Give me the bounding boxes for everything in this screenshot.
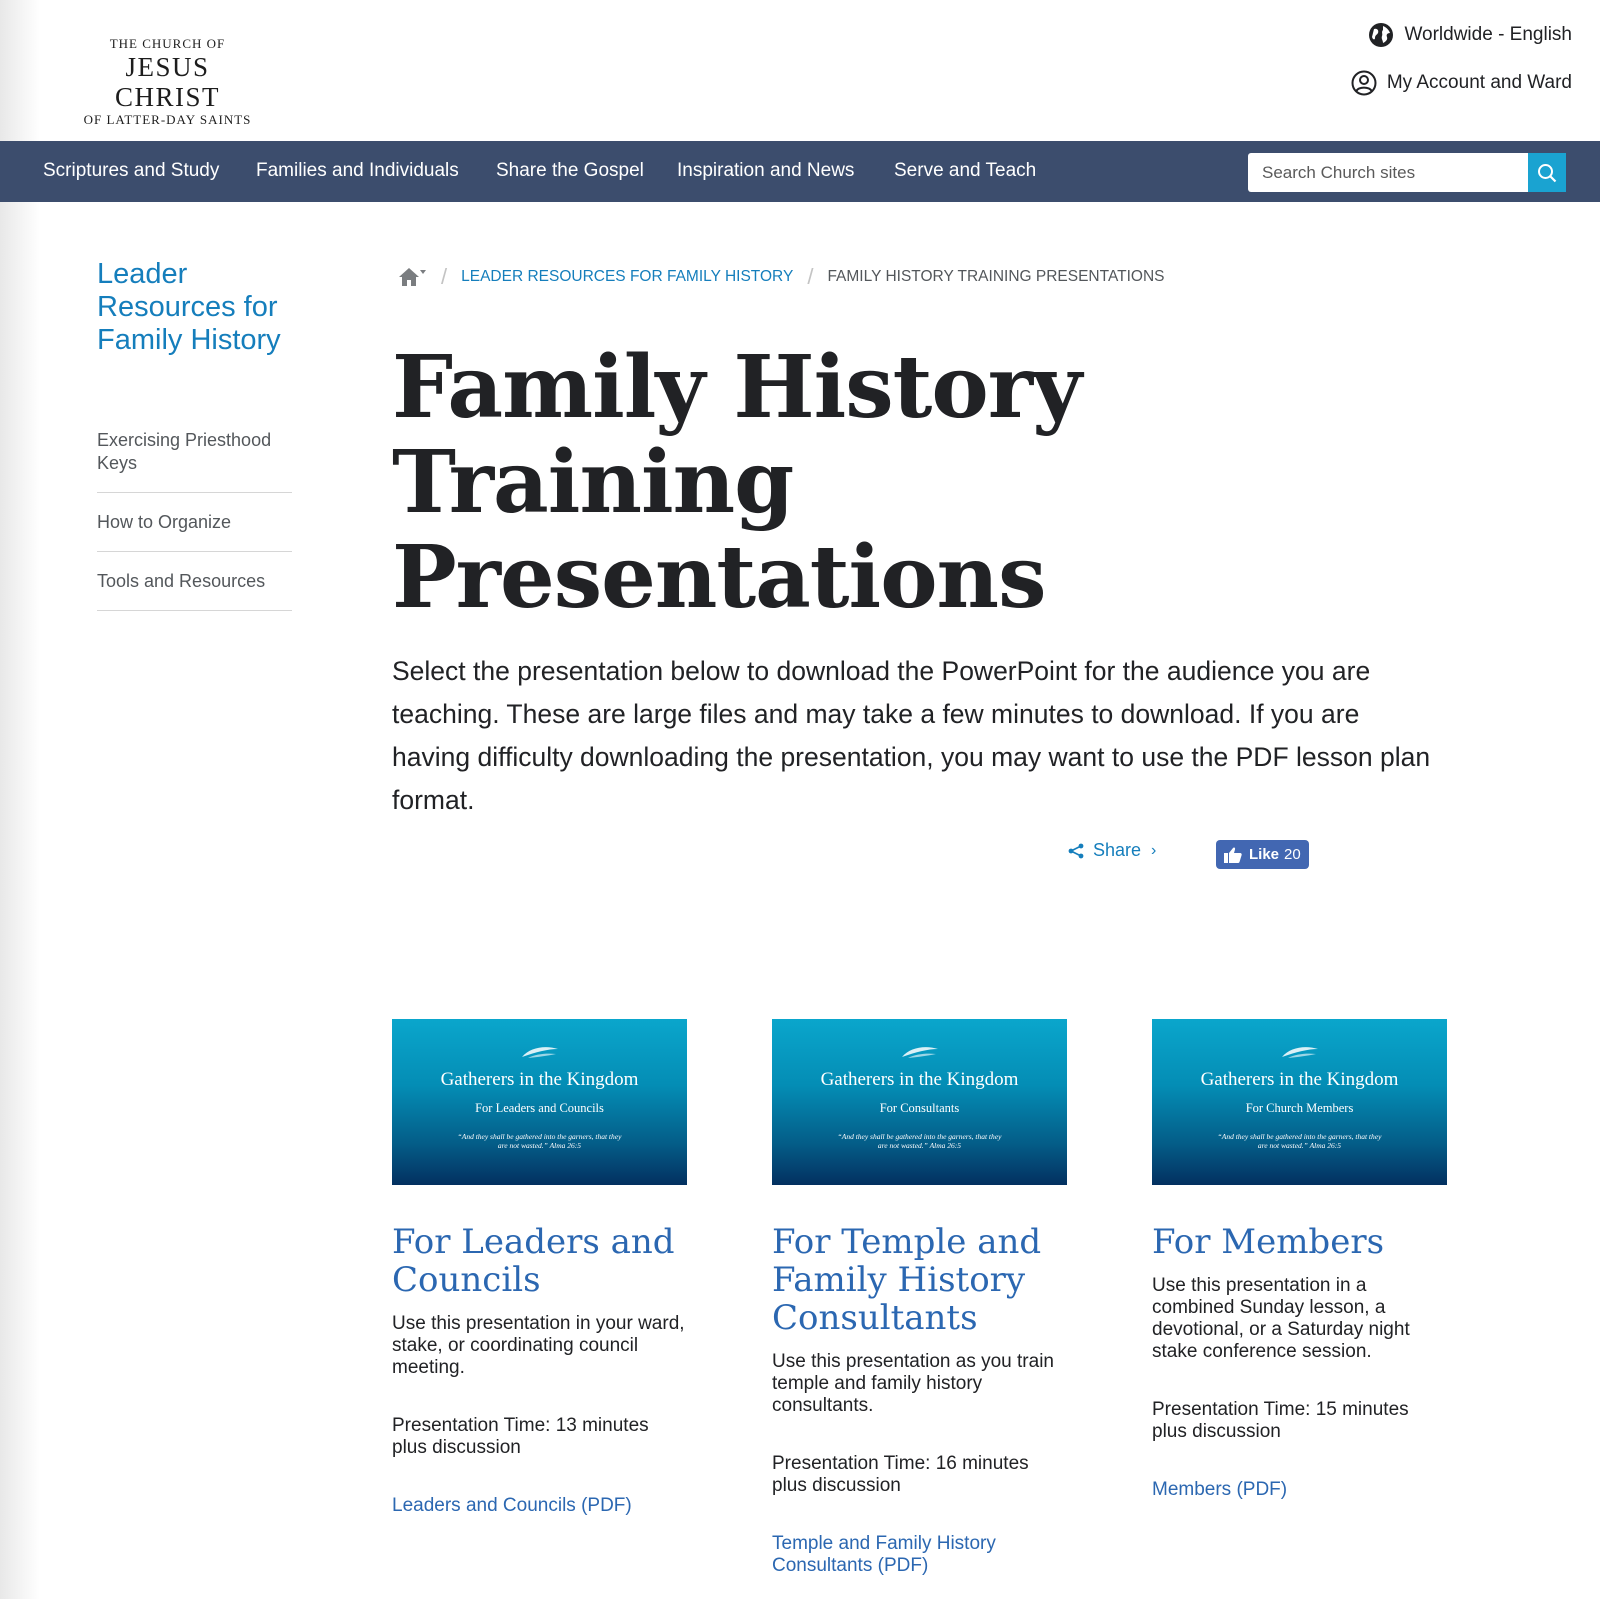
sidebar-item-tools-resources[interactable]: Tools and Resources xyxy=(97,571,266,591)
thumbnail-quote: “And they shall be gathered into the garners, that they are not wasted.” Alma 26:5 xyxy=(457,1132,622,1150)
share-icon xyxy=(1068,843,1084,859)
card-title[interactable]: For Temple and Family History Consultants xyxy=(772,1222,1042,1338)
breadcrumb-parent-link[interactable]: LEADER RESOURCES FOR FAMILY HISTORY xyxy=(461,268,794,285)
thumbnail-subtitle: For Church Members xyxy=(1245,1101,1354,1115)
presentation-card-members xyxy=(1152,1019,1447,1501)
breadcrumb xyxy=(397,264,1165,290)
logo-line-1: THE CHURCH OF xyxy=(109,36,226,51)
page-edge-shadow xyxy=(0,0,40,1599)
search-input[interactable] xyxy=(1248,153,1528,192)
main-nav xyxy=(0,141,1600,202)
sidebar-item-how-to-organize[interactable]: How to Organize xyxy=(97,512,232,532)
nav-item-share-gospel[interactable]: Share the Gospel xyxy=(496,160,644,181)
presentation-thumbnail[interactable] xyxy=(772,1019,1067,1185)
breadcrumb-separator: / xyxy=(807,264,814,289)
language-selector[interactable] xyxy=(1368,22,1572,48)
user-icon xyxy=(1351,70,1377,96)
thumbnail-quote: “And they shall be gathered into the garners, that they are not wasted.” Alma 26:5 xyxy=(837,1132,1002,1150)
thumbnail-quote: “And they shall be gathered into the garners, that they are not wasted.” Alma 26:5 xyxy=(1217,1132,1382,1150)
card-presentation-time: Presentation Time: 16 minutes plus discussion xyxy=(772,1453,1029,1496)
page-title: Family History Training Presentations xyxy=(392,337,1082,628)
share-label: Share xyxy=(1093,840,1142,860)
card-presentation-time: Presentation Time: 13 minutes plus discussion xyxy=(392,1415,649,1458)
thumbnail-title: Gatherers in the Kingdom xyxy=(820,1069,1019,1090)
thumbnail-title: Gatherers in the Kingdom xyxy=(1200,1069,1399,1090)
card-pdf-link[interactable]: Leaders and Councils (PDF) xyxy=(392,1495,632,1516)
like-count: 20 xyxy=(1284,846,1301,863)
leaf-logo-icon xyxy=(900,1045,940,1059)
intro-paragraph: Select the presentation below to download the PowerPoint for the audience you are teaching. These are large files and may take a few minutes to download. If you are having difficulty downloading the presentation, you may want to use the PDF lesson plan format. xyxy=(392,656,1431,815)
church-logo[interactable] xyxy=(70,36,265,128)
facebook-like-button[interactable] xyxy=(1216,840,1309,869)
card-title[interactable]: For Members xyxy=(1152,1222,1385,1262)
search-bar xyxy=(1248,153,1600,192)
sidebar-divider xyxy=(97,610,292,611)
nav-item-inspiration[interactable]: Inspiration and News xyxy=(677,160,855,181)
card-description: Use this presentation in a combined Sunday lesson, a devotional, or a Saturday night stake conference session. xyxy=(1152,1275,1410,1362)
thumbnail-subtitle: For Leaders and Councils xyxy=(475,1101,604,1115)
card-description: Use this presentation in your ward, stake, or coordinating council meeting. xyxy=(392,1313,685,1378)
logo-line-2: JESUS CHRIST xyxy=(114,52,221,112)
breadcrumb-separator: / xyxy=(441,264,448,289)
like-label: Like xyxy=(1249,846,1280,863)
sidebar-item-priesthood-keys[interactable]: Exercising Priesthood Keys xyxy=(97,430,272,473)
logo-line-3: OF LATTER-DAY SAINTS xyxy=(83,112,252,127)
leaf-logo-icon xyxy=(1280,1045,1320,1059)
nav-item-serve-teach[interactable]: Serve and Teach xyxy=(894,160,1037,181)
thumbnail-title: Gatherers in the Kingdom xyxy=(440,1069,639,1090)
presentation-thumbnail[interactable] xyxy=(1152,1019,1447,1185)
leaf-logo-icon xyxy=(520,1045,560,1059)
chevron-right-icon: › xyxy=(1151,841,1157,859)
sidebar-divider xyxy=(97,551,292,552)
globe-icon xyxy=(1368,22,1394,48)
sidebar-divider xyxy=(97,492,292,493)
search-button[interactable] xyxy=(1528,153,1566,192)
card-presentation-time: Presentation Time: 15 minutes plus discussion xyxy=(1152,1399,1409,1442)
thumbs-up-icon xyxy=(1224,847,1242,863)
language-label: Worldwide - English xyxy=(1404,24,1572,45)
presentation-card-consultants xyxy=(772,1019,1067,1577)
nav-item-families[interactable]: Families and Individuals xyxy=(256,160,459,181)
nav-item-scriptures[interactable]: Scriptures and Study xyxy=(43,160,220,181)
share-button[interactable] xyxy=(1068,840,1156,861)
account-label: My Account and Ward xyxy=(1386,72,1572,93)
card-pdf-link[interactable]: Temple and Family History Consultants (PDF) xyxy=(772,1533,996,1576)
home-icon[interactable] xyxy=(397,266,427,288)
presentation-card-leaders xyxy=(392,1019,687,1517)
thumbnail-subtitle: For Consultants xyxy=(879,1101,960,1115)
search-icon xyxy=(1537,163,1557,183)
card-pdf-link[interactable]: Members (PDF) xyxy=(1152,1479,1288,1500)
sidebar-title-link[interactable]: Leader Resources for Family History xyxy=(97,258,281,356)
card-title[interactable]: For Leaders and Councils xyxy=(392,1222,675,1300)
presentation-thumbnail[interactable] xyxy=(392,1019,687,1185)
account-link[interactable] xyxy=(1351,70,1572,96)
card-description: Use this presentation as you train temple and family history consultants. xyxy=(772,1351,1054,1416)
breadcrumb-current: FAMILY HISTORY TRAINING PRESENTATIONS xyxy=(827,268,1165,285)
